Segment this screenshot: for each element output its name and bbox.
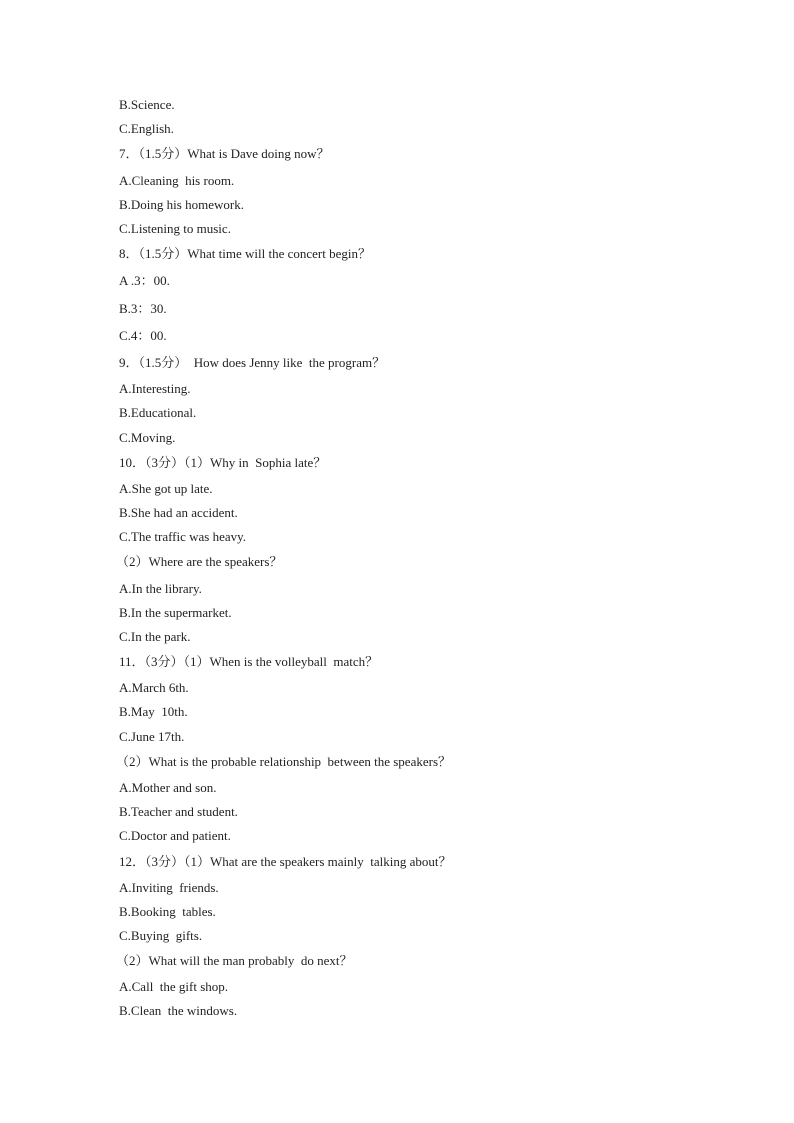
answer-option: A.Mother and son. [119,780,217,795]
answer-option: B.Educational. [119,405,197,420]
answer-option: B.In the supermarket. [119,605,232,620]
answer-option: C.4：00. [119,328,167,343]
answer-option: B.Doing his homework. [119,197,244,212]
question-text: 7．（1.5分）What is Dave doing now？ [119,146,330,161]
answer-option: B.Booking tables. [119,904,216,919]
subquestion-text: （2）Where are the speakers？ [116,554,283,569]
question-text: 8．（1.5分）What time will the concert begin？ [119,246,371,261]
answer-option: C.Buying gifts. [119,928,203,943]
question-text: 10．（3分）（1）Why in Sophia late？ [119,455,327,470]
answer-option: A .3：00. [119,273,170,288]
answer-option: B.Teacher and student. [119,804,238,819]
answer-option: C.Moving. [119,430,176,445]
answer-option: B.Clean the windows. [119,1003,238,1018]
answer-option: A.She got up late. [119,481,213,496]
answer-option: C.June 17th. [119,729,185,744]
answer-option: C.Doctor and patient. [119,828,231,843]
question-text: 12．（3分）（1）What are the speakers mainly talking about？ [119,854,452,869]
answer-option: C.The traffic was heavy. [119,529,247,544]
answer-option: B.May 10th. [119,704,188,719]
subquestion-text: （2）What is the probable relationship between the speakers？ [116,754,452,769]
answer-option: A.Inviting friends. [119,880,219,895]
answer-option: A.In the library. [119,581,202,596]
answer-option: A.March 6th. [119,680,189,695]
answer-option: A.Interesting. [119,381,191,396]
answer-option: C.In the park. [119,629,191,644]
answer-option: A.Call the gift shop. [119,979,229,994]
answer-option: B.Science. [119,97,175,112]
answer-option: B.3：30. [119,301,167,316]
subquestion-text: （2）What will the man probably do next？ [116,953,353,968]
answer-option: C.English. [119,121,174,136]
answer-option: C.Listening to music. [119,221,231,236]
question-text: 9．（1.5分） How does Jenny like the program？ [119,355,386,370]
question-text: 11．（3分）（1）When is the volleyball match？ [119,654,379,669]
answer-option: B.She had an accident. [119,505,238,520]
answer-option: A.Cleaning his room. [119,173,235,188]
